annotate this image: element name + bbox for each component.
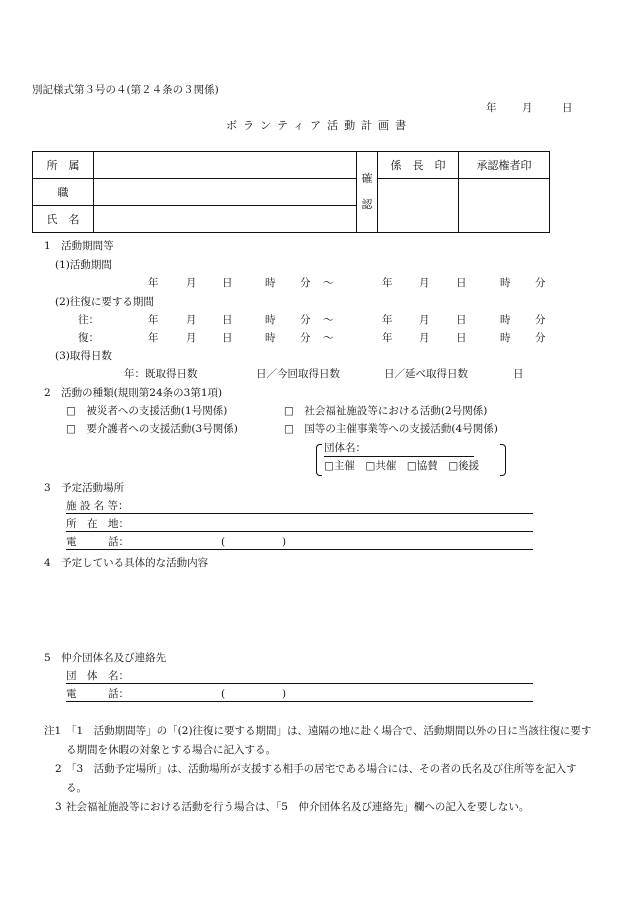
note3-prefix: 3 (55, 801, 62, 813)
outbound-end-day: 日 (456, 314, 467, 326)
return-start-year: 年 (148, 332, 159, 344)
sponsor-type-options[interactable]: □主催 □共催 □協賛 □後援 (324, 460, 480, 472)
intermediary-org-line[interactable] (66, 683, 533, 684)
section2-heading: 2 活動の種類(規則第24条の3第1項) (44, 387, 223, 399)
return-tilde: 〜 (323, 332, 334, 344)
period-end-hour: 時 (500, 277, 511, 289)
outbound-start-minute: 分 (300, 314, 311, 326)
facility-phone-line[interactable] (66, 549, 533, 550)
outbound-start-day: 日 (222, 314, 233, 326)
affiliation-field[interactable] (94, 152, 357, 179)
facility-name-line[interactable] (66, 513, 533, 514)
return-end-day: 日 (456, 332, 467, 344)
outbound-start-year: 年 (148, 314, 159, 326)
period-end-year: 年 (382, 277, 393, 289)
period-start-hour: 時 (265, 277, 276, 289)
period-end-day: 日 (456, 277, 467, 289)
form-reference: 別記様式第３号の４(第２４条の３関係) (32, 84, 219, 96)
position-field[interactable] (94, 179, 357, 206)
note2-prefix: 2 (55, 763, 62, 775)
affiliation-label: 所 属 (33, 152, 94, 179)
intermediary-phone-paren-open: ( (221, 688, 226, 700)
note1-prefix: 注1 (44, 725, 62, 737)
outbound-end-hour: 時 (500, 314, 511, 326)
period-end-month: 月 (419, 277, 430, 289)
intermediary-phone-paren-close: ) (282, 688, 287, 700)
chief-seal-box[interactable] (378, 179, 459, 233)
activity-type-1-checkbox[interactable]: □ 被災者への支援活動(1号関係) (66, 405, 228, 417)
name-field[interactable] (94, 206, 357, 233)
outbound-end-year: 年 (382, 314, 393, 326)
period-start-month: 月 (186, 277, 197, 289)
return-start-month: 月 (186, 332, 197, 344)
days-cumulative: 日／延べ取得日数 (384, 368, 468, 380)
activity-type-2-checkbox[interactable]: □ 社会福祉施設等における活動(2号関係) (284, 405, 488, 417)
facility-phone-paren-close: ) (282, 536, 287, 548)
outbound-start-hour: 時 (265, 314, 276, 326)
period-start-year: 年 (148, 277, 159, 289)
return-end-year: 年 (382, 332, 393, 344)
facility-address-line[interactable] (66, 531, 533, 532)
section1-heading: 1 活動期間等 (44, 240, 114, 252)
period-tilde: 〜 (323, 277, 334, 289)
days-end-unit: 日 (513, 368, 524, 380)
note1-text: 「1 活動期間等」の「(2)往復に要する期間」は、遠隔の地に赴く場合で、活動期間以外の日に当該往復に要する期間を休暇の対象とする場合に記入する。 (66, 725, 592, 756)
document-title: ボランティア活動計画書 (226, 119, 413, 132)
days-already-taken: 年：既取得日数 (124, 368, 198, 380)
confirm-label-1: 確 (361, 172, 373, 185)
date-year-label: 年 (486, 102, 497, 114)
section5-heading: 5 仲介団体名及び連絡先 (44, 652, 167, 664)
activity-content-area[interactable] (66, 574, 533, 644)
intermediary-phone-label: 電 話： (66, 688, 129, 700)
outbound-end-month: 月 (419, 314, 430, 326)
left-bracket (316, 444, 322, 476)
applicant-table (32, 151, 550, 233)
right-bracket (500, 444, 506, 476)
return-end-minute: 分 (535, 332, 546, 344)
days-taken-label: (3)取得日数 (55, 350, 112, 362)
intermediary-phone-line[interactable] (66, 701, 533, 702)
chief-seal-label: 係 長 印 (378, 152, 459, 179)
org-name-underline[interactable] (324, 456, 474, 457)
activity-period-label: (1)活動期間 (55, 259, 112, 271)
approver-seal-box[interactable] (459, 179, 550, 233)
facility-phone-paren-open: ( (221, 536, 226, 548)
outbound-start-month: 月 (186, 314, 197, 326)
outbound-label: 往： (78, 314, 99, 326)
return-label: 復： (78, 332, 99, 344)
facility-phone-label: 電 話： (66, 536, 129, 548)
return-end-month: 月 (419, 332, 430, 344)
position-label: 職 (33, 179, 94, 206)
outbound-end-minute: 分 (535, 314, 546, 326)
note2-text: 「3 活動予定場所」は、活動場所が支援する相手の居宅である場合には、その者の氏名及び住所等を記入する。 (66, 763, 577, 794)
org-name-label: 団体名： (324, 442, 366, 454)
activity-type-3-checkbox[interactable]: □ 要介護者への支援活動(3号関係) (66, 423, 238, 435)
facility-address-label: 所 在 地： (66, 518, 129, 530)
period-start-minute: 分 (300, 277, 311, 289)
return-end-hour: 時 (500, 332, 511, 344)
section4-heading: 4 予定している具体的な活動内容 (44, 557, 209, 569)
return-start-minute: 分 (300, 332, 311, 344)
section3-heading: 3 予定活動場所 (44, 482, 125, 494)
approver-seal-label: 承認権者印 (459, 152, 550, 179)
date-month-label: 月 (522, 102, 533, 114)
period-end-minute: 分 (535, 277, 546, 289)
date-day-label: 日 (562, 102, 573, 114)
confirm-column (357, 152, 378, 233)
note3-text: 社会福祉施設等における活動を行う場合は、「5 仲介団体名及び連絡先」欄への記入を要しない。 (66, 801, 530, 813)
activity-type-4-checkbox[interactable]: □ 国等の主催事業等への支援活動(4号関係) (284, 423, 498, 435)
outbound-tilde: 〜 (323, 314, 334, 326)
name-label: 氏 名 (33, 206, 94, 233)
travel-period-label: (2)往復に要する期間 (55, 296, 154, 308)
confirm-label-2: 認 (361, 198, 373, 211)
period-start-day: 日 (222, 277, 233, 289)
intermediary-org-label: 団 体 名： (66, 670, 129, 682)
days-this-time: 日／今回取得日数 (256, 368, 340, 380)
facility-name-label: 施 設 名 等： (66, 500, 129, 512)
return-start-hour: 時 (265, 332, 276, 344)
return-start-day: 日 (222, 332, 233, 344)
